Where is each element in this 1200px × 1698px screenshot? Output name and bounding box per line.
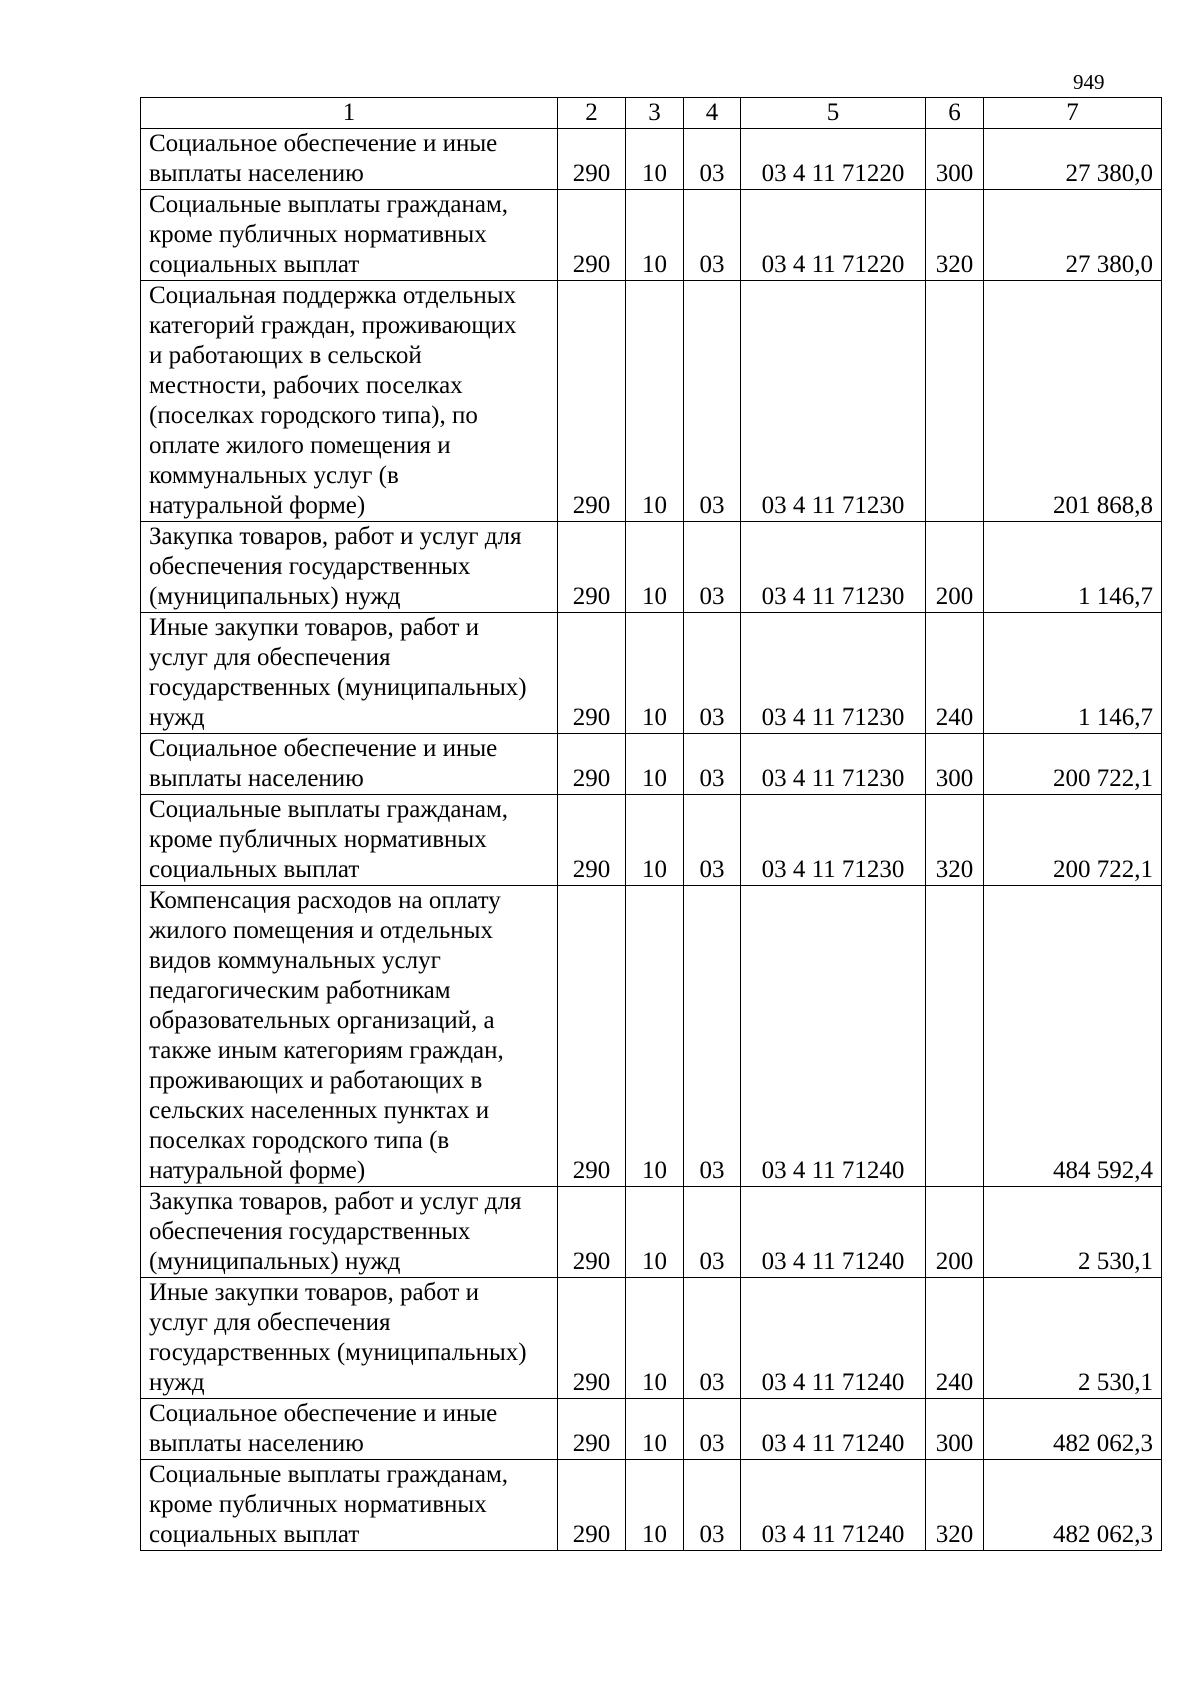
target-article-cell: 03 4 11 71230 — [741, 522, 926, 613]
expense-name: Закупка товаров, работ и услуг для обеспечения государственных (муниципальных) нужд — [149, 523, 522, 610]
expense-name-cell — [141, 613, 558, 734]
table-row — [141, 522, 1162, 613]
expense-name: Закупка товаров, работ и услуг для обеспечения государственных (муниципальных) нужд — [149, 1188, 522, 1275]
expense-type-cell — [926, 281, 984, 522]
target-article-cell: 03 4 11 71240 — [741, 886, 926, 1187]
expense-name: Социальное обеспечение и иные выплаты населению — [149, 1400, 498, 1457]
ministry-code-cell: 290 — [558, 613, 626, 734]
ministry-code-cell: 290 — [558, 190, 626, 281]
expense-name-cell — [141, 1187, 558, 1278]
subsection-code-cell: 03 — [684, 886, 741, 1187]
section-code-cell: 10 — [626, 1278, 684, 1399]
subsection-code-cell: 03 — [684, 1399, 741, 1460]
expense-type-cell: 200 — [926, 522, 984, 613]
expense-name: Социальная поддержка отдельных категорий граждан, проживающих и работающих в сельской местности, рабочих поселках (поселках городского типа), по оплате жилого помещения и коммунальных услуг (в натуральной форме) — [149, 282, 517, 519]
amount-cell: 200 722,1 — [984, 795, 1162, 886]
subsection-code-cell: 03 — [684, 129, 741, 190]
ministry-code-cell: 290 — [558, 281, 626, 522]
table-row — [141, 281, 1162, 522]
section-code-cell: 10 — [626, 795, 684, 886]
expense-name: Социальное обеспечение и иные выплаты населению — [149, 735, 498, 792]
target-article-cell: 03 4 11 71230 — [741, 795, 926, 886]
expense-name-cell — [141, 734, 558, 795]
ministry-code-cell: 290 — [558, 129, 626, 190]
header-cell-7: 7 — [984, 98, 1162, 129]
target-article-cell: 03 4 11 71240 — [741, 1460, 926, 1551]
amount-cell: 482 062,3 — [984, 1460, 1162, 1551]
expense-type-cell: 200 — [926, 1187, 984, 1278]
expense-name-cell — [141, 281, 558, 522]
section-code-cell: 10 — [626, 1187, 684, 1278]
section-code-cell: 10 — [626, 1399, 684, 1460]
header-cell-2: 2 — [558, 98, 626, 129]
expense-type-cell: 320 — [926, 190, 984, 281]
target-article-cell: 03 4 11 71230 — [741, 734, 926, 795]
expense-name-cell — [141, 1399, 558, 1460]
amount-cell: 201 868,8 — [984, 281, 1162, 522]
budget-table — [140, 97, 1162, 1551]
amount-cell: 200 722,1 — [984, 734, 1162, 795]
expense-type-cell: 300 — [926, 734, 984, 795]
subsection-code-cell: 03 — [684, 613, 741, 734]
ministry-code-cell: 290 — [558, 1187, 626, 1278]
subsection-code-cell: 03 — [684, 522, 741, 613]
header-cell-1: 1 — [141, 98, 558, 129]
section-code-cell: 10 — [626, 1460, 684, 1551]
ministry-code-cell: 290 — [558, 886, 626, 1187]
ministry-code-cell: 290 — [558, 734, 626, 795]
target-article-cell: 03 4 11 71230 — [741, 613, 926, 734]
expense-name-cell — [141, 129, 558, 190]
amount-cell: 1 146,7 — [984, 613, 1162, 734]
subsection-code-cell: 03 — [684, 190, 741, 281]
expense-type-cell: 240 — [926, 613, 984, 734]
subsection-code-cell: 03 — [684, 734, 741, 795]
header-cell-4: 4 — [684, 98, 741, 129]
table-row — [141, 1460, 1162, 1551]
amount-cell: 2 530,1 — [984, 1278, 1162, 1399]
expense-type-cell: 320 — [926, 1460, 984, 1551]
expense-name: Социальные выплаты гражданам, кроме публичных нормативных социальных выплат — [149, 796, 509, 883]
table-row — [141, 1187, 1162, 1278]
header-cell-3: 3 — [626, 98, 684, 129]
expense-name: Иные закупки товаров, работ и услуг для обеспечения государственных (муниципальных) нужд — [149, 1279, 527, 1396]
amount-cell: 484 592,4 — [984, 886, 1162, 1187]
page-number: 949 — [1073, 70, 1105, 94]
subsection-code-cell: 03 — [684, 1460, 741, 1551]
expense-name: Социальные выплаты гражданам, кроме публичных нормативных социальных выплат — [149, 191, 509, 278]
table-row — [141, 613, 1162, 734]
expense-name-cell — [141, 795, 558, 886]
table-body — [141, 98, 1162, 1551]
subsection-code-cell: 03 — [684, 281, 741, 522]
ministry-code-cell: 290 — [558, 795, 626, 886]
target-article-cell: 03 4 11 71240 — [741, 1187, 926, 1278]
table-row — [141, 1399, 1162, 1460]
amount-cell: 482 062,3 — [984, 1399, 1162, 1460]
ministry-code-cell: 290 — [558, 522, 626, 613]
expense-type-cell: 300 — [926, 1399, 984, 1460]
subsection-code-cell: 03 — [684, 1278, 741, 1399]
section-code-cell: 10 — [626, 886, 684, 1187]
expense-name-cell — [141, 522, 558, 613]
ministry-code-cell: 290 — [558, 1278, 626, 1399]
amount-cell: 1 146,7 — [984, 522, 1162, 613]
subsection-code-cell: 03 — [684, 1187, 741, 1278]
section-code-cell: 10 — [626, 129, 684, 190]
target-article-cell: 03 4 11 71230 — [741, 281, 926, 522]
ministry-code-cell: 290 — [558, 1460, 626, 1551]
expense-name-cell — [141, 190, 558, 281]
table-header-row — [141, 98, 1162, 129]
section-code-cell: 10 — [626, 190, 684, 281]
target-article-cell: 03 4 11 71220 — [741, 190, 926, 281]
section-code-cell: 10 — [626, 734, 684, 795]
target-article-cell: 03 4 11 71240 — [741, 1278, 926, 1399]
table-row — [141, 190, 1162, 281]
table-row — [141, 886, 1162, 1187]
target-article-cell: 03 4 11 71240 — [741, 1399, 926, 1460]
table-row — [141, 129, 1162, 190]
expense-name-cell — [141, 886, 558, 1187]
subsection-code-cell: 03 — [684, 795, 741, 886]
expense-name: Иные закупки товаров, работ и услуг для обеспечения государственных (муниципальных) нужд — [149, 614, 527, 731]
expense-name-cell — [141, 1460, 558, 1551]
amount-cell: 27 380,0 — [984, 190, 1162, 281]
expense-name: Компенсация расходов на оплату жилого помещения и отдельных видов коммунальных услуг педагогическим работникам образовательных организаций, а также иным категориям граждан, проживающих и работающих в сельских населенных пунктах и поселках городского типа (в натуральной форме) — [149, 887, 504, 1184]
table-row — [141, 1278, 1162, 1399]
section-code-cell: 10 — [626, 522, 684, 613]
expense-type-cell — [926, 886, 984, 1187]
table-row — [141, 795, 1162, 886]
expense-type-cell: 240 — [926, 1278, 984, 1399]
header-cell-5: 5 — [741, 98, 926, 129]
expense-name: Социальные выплаты гражданам, кроме публичных нормативных социальных выплат — [149, 1461, 509, 1548]
amount-cell: 27 380,0 — [984, 129, 1162, 190]
expense-name: Социальное обеспечение и иные выплаты населению — [149, 130, 498, 187]
expense-type-cell: 320 — [926, 795, 984, 886]
amount-cell: 2 530,1 — [984, 1187, 1162, 1278]
target-article-cell: 03 4 11 71220 — [741, 129, 926, 190]
expense-name-cell — [141, 1278, 558, 1399]
expense-type-cell: 300 — [926, 129, 984, 190]
ministry-code-cell: 290 — [558, 1399, 626, 1460]
section-code-cell: 10 — [626, 281, 684, 522]
header-cell-6: 6 — [926, 98, 984, 129]
table-row — [141, 734, 1162, 795]
section-code-cell: 10 — [626, 613, 684, 734]
